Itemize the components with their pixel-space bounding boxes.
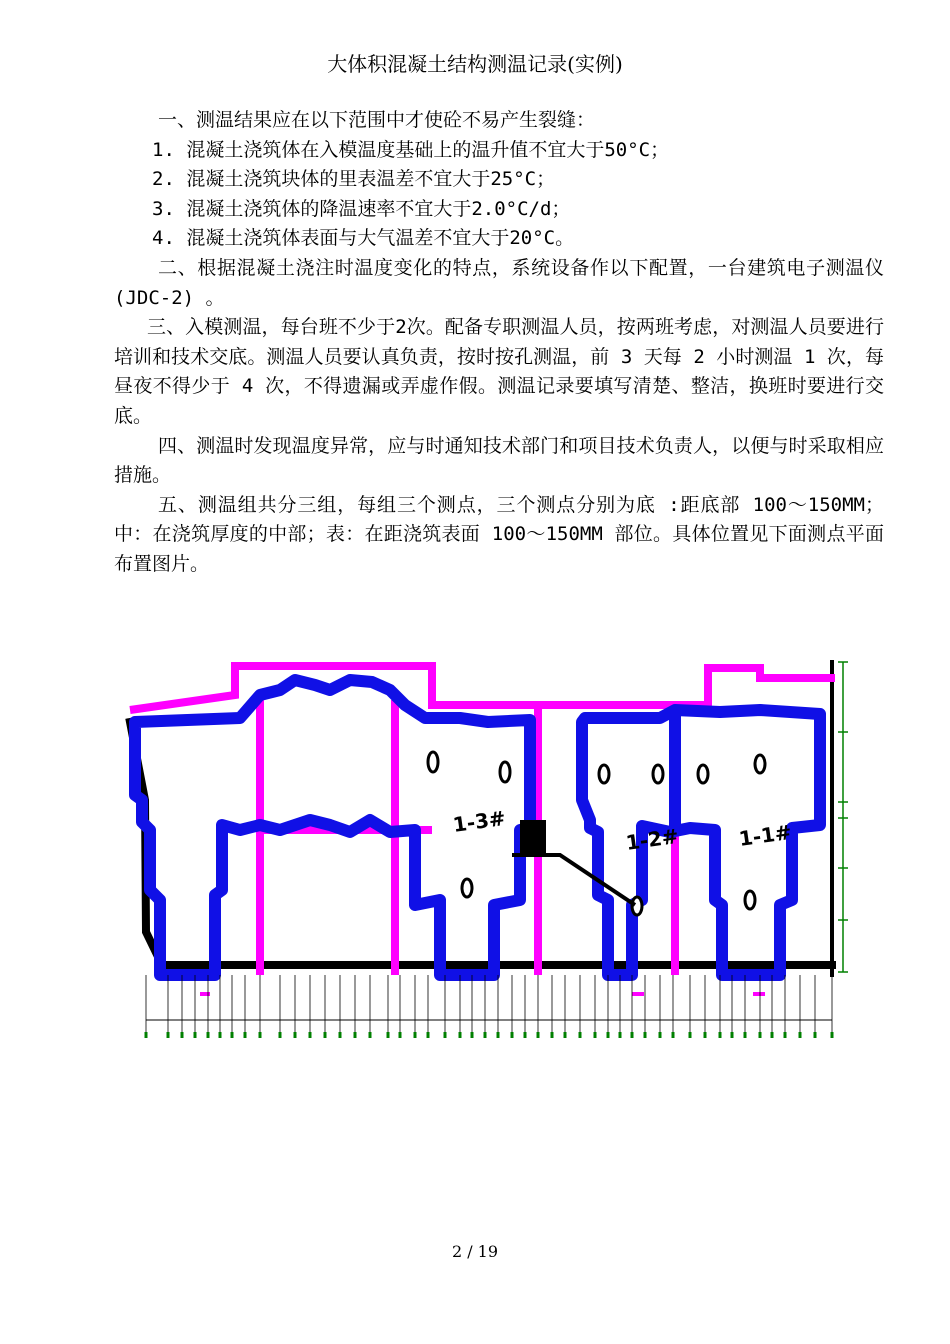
dimension-marks — [200, 992, 765, 996]
axis-tick-marker — [497, 1032, 500, 1038]
axis-tick-marker — [259, 1032, 262, 1038]
axis-tick-marker — [814, 1032, 817, 1038]
axis-tick-marker — [719, 1032, 722, 1038]
axis-tick-marker — [537, 1032, 540, 1038]
page-number: 2 / 19 — [451, 1242, 499, 1261]
measurement-point-label: 1-2# — [624, 823, 681, 855]
axis-tick-marker — [564, 1032, 567, 1038]
leader-line — [512, 822, 635, 905]
section-1-heading: 一、测温结果应在以下范围中才使砼不易产生裂缝： — [158, 109, 596, 131]
measurement-point-plan-figure — [120, 650, 860, 1050]
axis-tick-marker — [219, 1032, 222, 1038]
axis-tick-marker — [744, 1032, 747, 1038]
axis-tick-marker — [387, 1032, 390, 1038]
axis-tick-marker — [324, 1032, 327, 1038]
axis-tick-marker — [471, 1032, 474, 1038]
section-4-paragraph: 四、测温时发现温度异常，应与时通知技术部门和项目技术负责人，以便与时采取相应措施。 — [114, 434, 884, 487]
section-1-item: 4. 混凝土浇筑体表面与大气温差不宜大于20°C。 — [152, 227, 575, 250]
axis-tick-marker — [524, 1032, 527, 1038]
axis-tick-marker — [771, 1032, 774, 1038]
axis-tick-marker — [194, 1032, 197, 1038]
axis-tick-marker — [672, 1032, 675, 1038]
measurement-point-label: 1-1# — [737, 819, 794, 851]
axis-tick-marker — [831, 1032, 834, 1038]
axis-tick-marker — [369, 1032, 372, 1038]
axis-tick-marker — [631, 1032, 634, 1038]
axis-tick-marker — [444, 1032, 447, 1038]
axis-tick-marker — [644, 1032, 647, 1038]
section-1-item: 2. 混凝土浇筑块体的里表温差不宜大于25°C； — [152, 168, 556, 191]
document-title: 大体积混凝土结构测温记录(实例) — [327, 52, 623, 76]
axis-tick-marker — [659, 1032, 662, 1038]
axis-tick-marker — [339, 1032, 342, 1038]
axis-tick-marker — [354, 1032, 357, 1038]
axis-tick-marker — [207, 1032, 210, 1038]
axis-tick-marker — [167, 1032, 170, 1038]
document-body — [114, 106, 884, 580]
section-5-paragraph: 五、测温组共分三组，每组三个测点，三个测点分别为底 :距底部 100～150MM；中：在浇筑厚度的中部；表：在距浇筑表面 100～150MM 部位。具体位置见下面测点平面布置图片。 — [114, 493, 884, 575]
axis-tick-marker — [704, 1032, 707, 1038]
bottom-axis-ticks — [145, 975, 834, 1038]
axis-tick-marker — [731, 1032, 734, 1038]
axis-tick-marker — [231, 1032, 234, 1038]
axis-tick-marker — [459, 1032, 462, 1038]
axis-tick-marker — [784, 1032, 787, 1038]
measurement-point-label: 1-3# — [451, 805, 508, 837]
axis-tick-marker — [607, 1032, 610, 1038]
axis-tick-marker — [399, 1032, 402, 1038]
axis-tick-marker — [484, 1032, 487, 1038]
axis-tick-marker — [309, 1032, 312, 1038]
section-1-item: 3. 混凝土浇筑体的降温速率不宜大于2.0°C/d； — [152, 197, 571, 220]
section-1-item: 1. 混凝土浇筑体在入模温度基础上的温升值不宜大于50°C； — [152, 138, 670, 161]
axis-tick-marker — [181, 1032, 184, 1038]
axis-tick-marker — [579, 1032, 582, 1038]
section-2-paragraph: 二、根据混凝土浇注时温度变化的特点，系统设备作以下配置，一台建筑电子测温仪(JDC-2) 。 — [114, 256, 884, 309]
axis-tick-marker — [619, 1032, 622, 1038]
axis-tick-marker — [594, 1032, 597, 1038]
axis-tick-marker — [511, 1032, 514, 1038]
axis-tick-marker — [799, 1032, 802, 1038]
section-3-paragraph: 三、入模测温，每台班不少于2次。配备专职测温人员，按两班考虑，对测温人员要进行培训和技术交底。测温人员要认真负责，按时按孔测温，前 3 天每 2 小时测温 1 次，每昼夜不得少于 4 次，不得遗漏或弄虚作假。测温记录要填写清楚、整洁，换班时要进行交底。 — [114, 316, 884, 427]
axis-tick-marker — [279, 1032, 282, 1038]
axis-tick-marker — [145, 1032, 148, 1038]
axis-tick-marker — [551, 1032, 554, 1038]
axis-tick-marker — [689, 1032, 692, 1038]
axis-tick-marker — [427, 1032, 430, 1038]
axis-tick-marker — [759, 1032, 762, 1038]
right-axis — [838, 662, 848, 972]
axis-tick-marker — [294, 1032, 297, 1038]
axis-tick-marker — [414, 1032, 417, 1038]
axis-tick-marker — [244, 1032, 247, 1038]
